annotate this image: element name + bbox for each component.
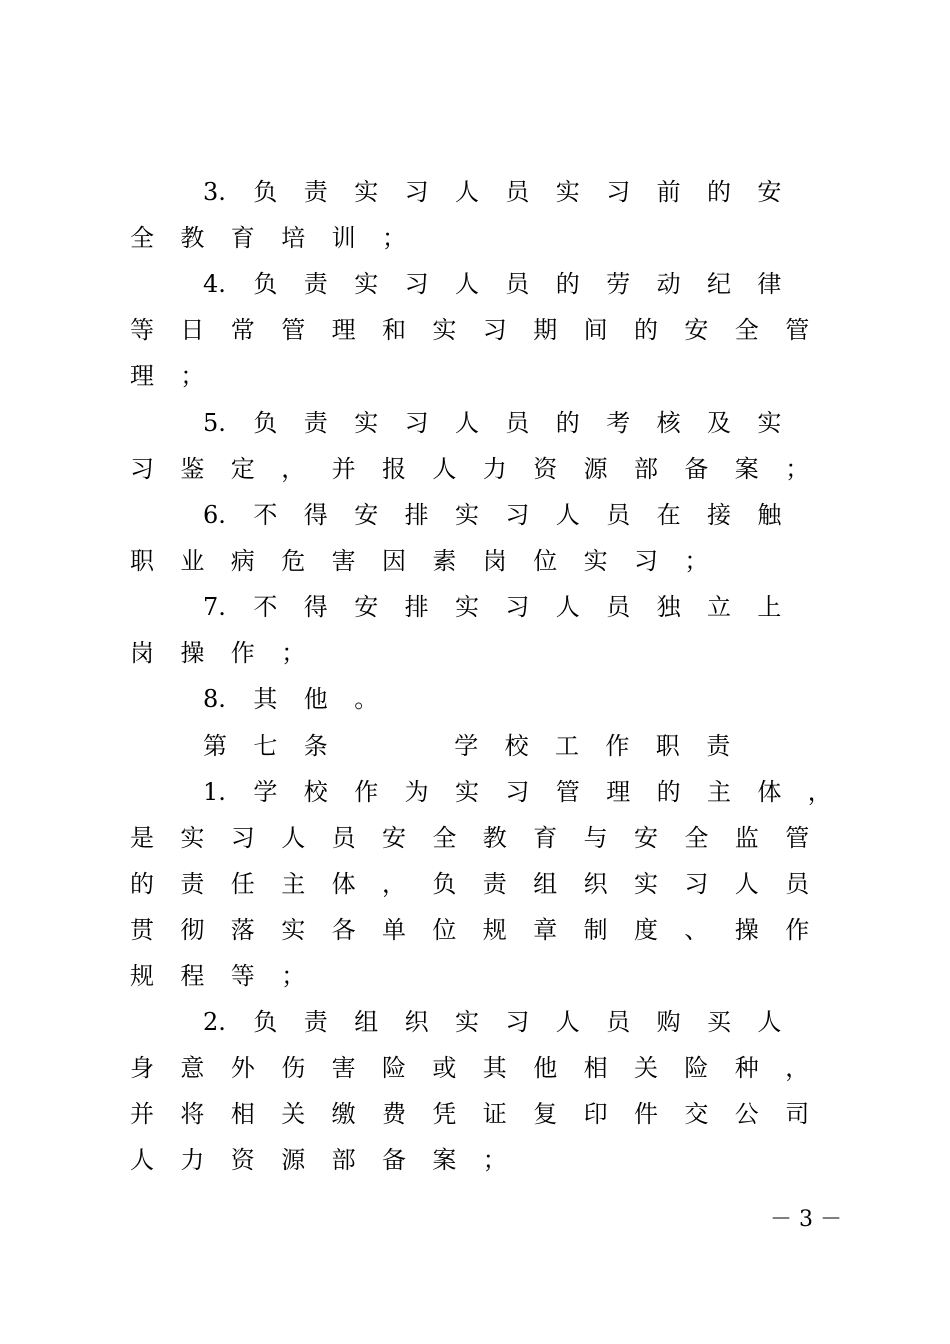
glyph: 购 bbox=[656, 1008, 681, 1036]
glyph: 员 bbox=[331, 824, 356, 852]
glyph: 独 bbox=[656, 593, 681, 621]
glyph: 交 bbox=[684, 1100, 709, 1128]
glyph: 排 bbox=[404, 593, 429, 621]
glyph: 七 bbox=[253, 732, 278, 760]
glyph: 操 bbox=[734, 916, 759, 944]
glyph: 岗 bbox=[482, 547, 507, 575]
glyph: 责 bbox=[303, 409, 328, 437]
glyph: 管 bbox=[555, 778, 580, 806]
glyph: 习 bbox=[505, 778, 530, 806]
glyph: ， bbox=[281, 455, 306, 483]
glyph: 体 bbox=[331, 870, 356, 898]
glyph: 得 bbox=[303, 501, 328, 529]
glyph: 触 bbox=[757, 501, 782, 529]
glyph: 、 bbox=[684, 916, 709, 944]
glyph: 案 bbox=[432, 1146, 457, 1174]
glyph: 员 bbox=[785, 870, 810, 898]
glyph: 组 bbox=[354, 1008, 379, 1036]
glyph: 6. bbox=[203, 501, 226, 529]
glyph: 责 bbox=[303, 270, 328, 298]
glyph: 实 bbox=[354, 178, 379, 206]
glyph: 资 bbox=[230, 1146, 255, 1174]
glyph: 负 bbox=[253, 409, 278, 437]
glyph: 等 bbox=[230, 962, 255, 990]
glyph: 理 bbox=[130, 362, 154, 390]
glyph: 险 bbox=[382, 1054, 406, 1082]
glyph: 作 bbox=[785, 916, 810, 944]
glyph: 人 bbox=[555, 593, 580, 621]
glyph: 作 bbox=[230, 639, 255, 667]
glyph: 实 bbox=[455, 1008, 479, 1036]
glyph: 等 bbox=[130, 316, 154, 344]
glyph: 负 bbox=[253, 178, 278, 206]
glyph: 习 bbox=[482, 316, 507, 344]
glyph: 织 bbox=[404, 1008, 429, 1036]
glyph: 全 bbox=[130, 224, 154, 252]
page-number: － 3 － bbox=[770, 1207, 842, 1232]
glyph: 主 bbox=[281, 870, 306, 898]
glyph: 间 bbox=[583, 316, 608, 344]
glyph: 上 bbox=[757, 593, 782, 621]
glyph: 理 bbox=[606, 778, 631, 806]
glyph: 人 bbox=[281, 824, 306, 852]
glyph: 员 bbox=[505, 178, 530, 206]
glyph: 鉴 bbox=[180, 455, 205, 483]
glyph: 实 bbox=[583, 547, 608, 575]
glyph: 他 bbox=[533, 1054, 558, 1082]
glyph: 学 bbox=[253, 778, 278, 806]
glyph: 前 bbox=[656, 178, 681, 206]
glyph: 在 bbox=[656, 501, 681, 529]
glyph: 2. bbox=[203, 1008, 226, 1036]
glyph: 并 bbox=[331, 455, 356, 483]
glyph: ， bbox=[785, 1054, 810, 1082]
glyph: 实 bbox=[455, 778, 479, 806]
glyph: 习 bbox=[404, 178, 429, 206]
glyph: 力 bbox=[482, 455, 507, 483]
glyph: 其 bbox=[253, 685, 278, 713]
glyph: 相 bbox=[583, 1054, 608, 1082]
glyph: 接 bbox=[707, 501, 731, 529]
glyph: 规 bbox=[482, 916, 507, 944]
glyph: 3. bbox=[203, 178, 226, 206]
glyph: 员 bbox=[606, 501, 631, 529]
glyph: 证 bbox=[482, 1100, 507, 1128]
glyph: 位 bbox=[432, 916, 457, 944]
glyph: 安 bbox=[354, 593, 379, 621]
glyph: 员 bbox=[606, 1008, 631, 1036]
glyph: 源 bbox=[281, 1146, 306, 1174]
glyph: 常 bbox=[230, 316, 255, 344]
glyph: 责 bbox=[303, 178, 328, 206]
glyph: 资 bbox=[533, 455, 558, 483]
glyph: 人 bbox=[455, 270, 479, 298]
glyph: 考 bbox=[606, 409, 631, 437]
glyph: 习 bbox=[505, 593, 530, 621]
glyph: 作 bbox=[605, 732, 630, 760]
glyph: 费 bbox=[382, 1100, 406, 1128]
glyph: 危 bbox=[281, 547, 306, 575]
glyph: 意 bbox=[180, 1054, 205, 1082]
glyph: 动 bbox=[656, 270, 681, 298]
glyph: 全 bbox=[684, 824, 709, 852]
glyph: 实 bbox=[455, 593, 479, 621]
glyph: 实 bbox=[281, 916, 306, 944]
glyph: 负 bbox=[253, 270, 278, 298]
glyph: 为 bbox=[404, 778, 429, 806]
glyph: 5. bbox=[203, 409, 226, 437]
glyph: 人 bbox=[555, 1008, 580, 1036]
glyph: 人 bbox=[455, 178, 479, 206]
glyph: 关 bbox=[281, 1100, 306, 1128]
glyph: 教 bbox=[482, 824, 507, 852]
glyph: 的 bbox=[656, 778, 681, 806]
glyph: 实 bbox=[455, 501, 479, 529]
glyph: 制 bbox=[583, 916, 608, 944]
glyph: 律 bbox=[757, 270, 782, 298]
glyph: 备 bbox=[382, 1146, 406, 1174]
glyph: 工 bbox=[555, 732, 579, 760]
glyph: 伤 bbox=[281, 1054, 306, 1082]
glyph: 人 bbox=[555, 501, 580, 529]
glyph: 期 bbox=[533, 316, 558, 344]
glyph: 实 bbox=[354, 409, 379, 437]
glyph: 员 bbox=[505, 409, 530, 437]
glyph: 章 bbox=[533, 916, 558, 944]
glyph: 职 bbox=[130, 547, 154, 575]
glyph: 缴 bbox=[331, 1100, 356, 1128]
glyph: 安 bbox=[757, 178, 782, 206]
glyph: 程 bbox=[180, 962, 205, 990]
glyph: 责 bbox=[180, 870, 205, 898]
glyph: 及 bbox=[707, 409, 731, 437]
glyph: 纪 bbox=[707, 270, 731, 298]
glyph: 安 bbox=[634, 824, 658, 852]
glyph: 和 bbox=[382, 316, 406, 344]
glyph: 责 bbox=[482, 870, 507, 898]
glyph: 的 bbox=[555, 409, 580, 437]
glyph: 素 bbox=[432, 547, 457, 575]
glyph: 公 bbox=[734, 1100, 759, 1128]
glyph: 负 bbox=[253, 1008, 278, 1036]
glyph: 外 bbox=[230, 1054, 255, 1082]
glyph: 员 bbox=[505, 270, 530, 298]
glyph: 劳 bbox=[606, 270, 631, 298]
glyph: 管 bbox=[785, 824, 810, 852]
glyph: ； bbox=[785, 455, 810, 483]
glyph: 条 bbox=[303, 732, 328, 760]
glyph: 责 bbox=[303, 1008, 328, 1036]
glyph: 全 bbox=[734, 316, 759, 344]
glyph: 习 bbox=[130, 455, 154, 483]
glyph: 各 bbox=[331, 916, 356, 944]
glyph: 是 bbox=[130, 824, 154, 852]
glyph: 实 bbox=[354, 270, 379, 298]
glyph: 监 bbox=[734, 824, 759, 852]
glyph: 织 bbox=[583, 870, 608, 898]
glyph: 案 bbox=[734, 455, 759, 483]
glyph: 将 bbox=[180, 1100, 205, 1128]
glyph: 实 bbox=[555, 178, 580, 206]
glyph: 贯 bbox=[130, 916, 154, 944]
glyph: 排 bbox=[404, 501, 429, 529]
glyph: 备 bbox=[684, 455, 709, 483]
glyph: 习 bbox=[634, 547, 658, 575]
glyph: 源 bbox=[583, 455, 608, 483]
glyph: 病 bbox=[230, 547, 255, 575]
glyph: 习 bbox=[684, 870, 709, 898]
glyph: 的 bbox=[707, 178, 731, 206]
glyph: 不 bbox=[253, 593, 278, 621]
glyph: 害 bbox=[331, 1054, 356, 1082]
glyph: 第 bbox=[203, 732, 227, 760]
glyph: 8. bbox=[203, 685, 226, 713]
glyph: 核 bbox=[656, 409, 681, 437]
glyph: 关 bbox=[634, 1054, 658, 1082]
glyph: 害 bbox=[331, 547, 356, 575]
glyph: 规 bbox=[130, 962, 154, 990]
glyph: 习 bbox=[606, 178, 631, 206]
glyph: 凭 bbox=[432, 1100, 457, 1128]
glyph: 力 bbox=[180, 1146, 205, 1174]
glyph: 种 bbox=[734, 1054, 759, 1082]
glyph: 的 bbox=[555, 270, 580, 298]
glyph: 安 bbox=[684, 316, 709, 344]
glyph: 业 bbox=[180, 547, 205, 575]
glyph: 理 bbox=[331, 316, 356, 344]
glyph: 位 bbox=[533, 547, 558, 575]
glyph: 司 bbox=[785, 1100, 810, 1128]
glyph: 体 bbox=[757, 778, 782, 806]
glyph: 组 bbox=[533, 870, 558, 898]
glyph: 全 bbox=[432, 824, 457, 852]
glyph: 管 bbox=[281, 316, 306, 344]
glyph: 印 bbox=[583, 1100, 608, 1128]
glyph: ； bbox=[382, 224, 406, 252]
glyph: 并 bbox=[130, 1100, 154, 1128]
glyph: 定 bbox=[230, 455, 255, 483]
glyph: 育 bbox=[230, 224, 255, 252]
glyph: 其 bbox=[482, 1054, 507, 1082]
glyph: 7. bbox=[203, 593, 226, 621]
glyph: 作 bbox=[354, 778, 379, 806]
glyph: 人 bbox=[130, 1146, 154, 1174]
glyph: 习 bbox=[404, 409, 429, 437]
glyph: 险 bbox=[684, 1054, 709, 1082]
glyph: 实 bbox=[757, 409, 782, 437]
glyph: ， bbox=[382, 870, 406, 898]
glyph: 他 bbox=[303, 685, 328, 713]
glyph: 实 bbox=[432, 316, 457, 344]
glyph: ； bbox=[281, 962, 306, 990]
glyph: 校 bbox=[303, 778, 328, 806]
glyph: 身 bbox=[130, 1054, 154, 1082]
glyph: 教 bbox=[180, 224, 205, 252]
glyph: 人 bbox=[734, 870, 759, 898]
glyph: 部 bbox=[634, 455, 658, 483]
glyph: 责 bbox=[706, 732, 731, 760]
glyph: 得 bbox=[303, 593, 328, 621]
glyph: 落 bbox=[230, 916, 255, 944]
glyph: 校 bbox=[504, 732, 529, 760]
glyph: 或 bbox=[432, 1054, 457, 1082]
glyph: 职 bbox=[655, 732, 680, 760]
glyph: 相 bbox=[230, 1100, 255, 1128]
glyph: 。 bbox=[354, 685, 379, 713]
glyph: 日 bbox=[180, 316, 205, 344]
glyph: 件 bbox=[634, 1100, 658, 1128]
glyph: 管 bbox=[785, 316, 810, 344]
glyph: 习 bbox=[404, 270, 429, 298]
glyph: 部 bbox=[331, 1146, 356, 1174]
glyph: 度 bbox=[634, 916, 658, 944]
glyph: 复 bbox=[533, 1100, 558, 1128]
glyph: ； bbox=[180, 362, 205, 390]
glyph: 育 bbox=[533, 824, 558, 852]
glyph: 人 bbox=[432, 455, 457, 483]
glyph: 1. bbox=[203, 778, 226, 806]
glyph: 实 bbox=[634, 870, 658, 898]
glyph: 安 bbox=[382, 824, 406, 852]
glyph: 人 bbox=[455, 409, 479, 437]
glyph: 立 bbox=[707, 593, 731, 621]
glyph: ， bbox=[807, 778, 832, 806]
glyph: 习 bbox=[505, 501, 530, 529]
glyph: ； bbox=[482, 1146, 507, 1174]
glyph: 负 bbox=[432, 870, 457, 898]
glyph: 主 bbox=[707, 778, 731, 806]
glyph: 任 bbox=[230, 870, 255, 898]
glyph: 员 bbox=[606, 593, 631, 621]
glyph: 买 bbox=[707, 1008, 731, 1036]
glyph: 岗 bbox=[130, 639, 154, 667]
glyph: 安 bbox=[354, 501, 379, 529]
glyph: 的 bbox=[130, 870, 154, 898]
glyph: 学 bbox=[454, 732, 479, 760]
glyph: 因 bbox=[382, 547, 406, 575]
glyph: 训 bbox=[331, 224, 356, 252]
glyph: 单 bbox=[382, 916, 406, 944]
glyph: 的 bbox=[634, 316, 658, 344]
glyph: 4. bbox=[203, 270, 226, 298]
glyph: 操 bbox=[180, 639, 205, 667]
glyph: 习 bbox=[505, 1008, 530, 1036]
glyph: 培 bbox=[281, 224, 306, 252]
glyph: ； bbox=[281, 639, 306, 667]
glyph: 报 bbox=[382, 455, 406, 483]
glyph: 彻 bbox=[180, 916, 205, 944]
glyph: 不 bbox=[253, 501, 278, 529]
glyph: 习 bbox=[230, 824, 255, 852]
glyph: 与 bbox=[583, 824, 608, 852]
glyph: 实 bbox=[180, 824, 205, 852]
glyph: ； bbox=[684, 547, 709, 575]
glyph: 人 bbox=[757, 1008, 782, 1036]
